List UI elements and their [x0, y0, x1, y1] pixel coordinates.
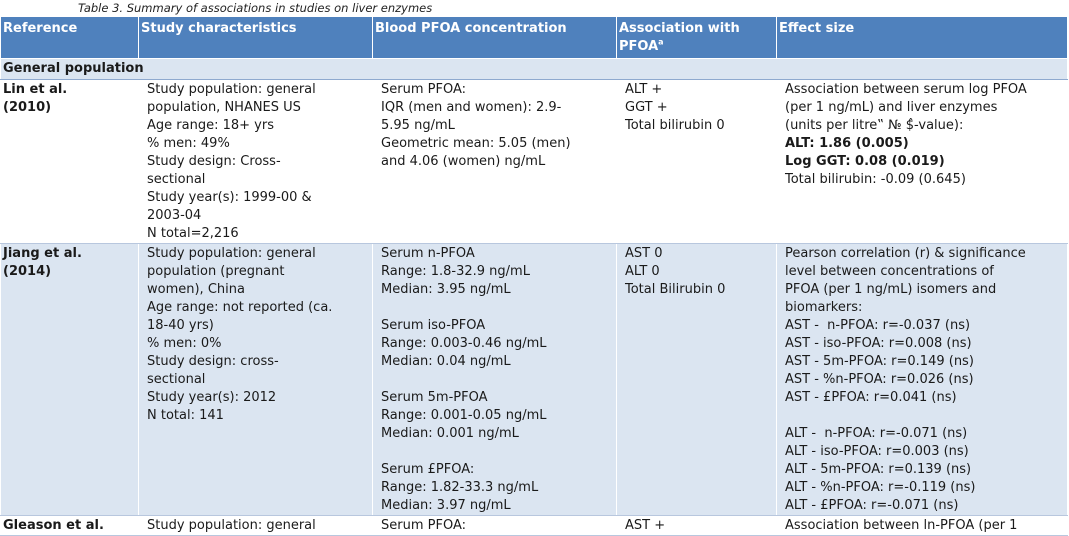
cell-line: Median: 0.04 ng/mL — [381, 354, 511, 369]
blood-concentration-cell — [373, 80, 617, 244]
table-row — [1, 80, 1068, 244]
section-general-population: General population — [1, 59, 1068, 80]
effect-size-cell — [777, 80, 1068, 244]
cell-line: AST - %n-PFOA: r=0.026 (ns) — [785, 372, 974, 387]
cell-line: % men: 49% — [147, 136, 230, 151]
cell-line — [785, 407, 1063, 425]
header-association-with-pfoa — [617, 17, 777, 59]
cell-line: Study year(s): 2012 — [147, 390, 277, 405]
cell-line: sectional — [147, 372, 206, 387]
cell-line: biomarkers: — [785, 300, 863, 315]
cell-line: Study design: cross- — [147, 354, 279, 369]
cell-line: Study year(s): 1999-00 & — [147, 190, 312, 205]
cell-line: (per 1 ng/mL) and liver enzymes — [785, 100, 998, 115]
cell-line: Total bilirubin: -0.09 (0.645) — [785, 172, 966, 187]
cell-line: % men: 0% — [147, 336, 222, 351]
cell-line: 18-40 yrs) — [147, 318, 214, 333]
cell-line: N total: 141 — [147, 408, 224, 423]
cell-line: Study population: general — [147, 518, 316, 533]
cell-line: 2003-04 — [147, 208, 202, 223]
cell-line: AST - £PFOA: r=0.041 (ns) — [785, 390, 957, 405]
cell-line: population (pregnant — [147, 264, 285, 279]
table-header-row — [1, 17, 1068, 59]
cell-line: Study population: general — [147, 246, 316, 261]
cell-line: Age range: not reported (ca. — [147, 300, 333, 315]
cell-line: AST - iso-PFOA: r=0.008 (ns) — [785, 336, 972, 351]
cell-line: Serum £PFOA: — [381, 462, 475, 477]
cell-line: Lin et al. — [3, 82, 68, 97]
cell-line: ALT - %n-PFOA: r=-0.119 (ns) — [785, 480, 976, 495]
cell-line: and 4.06 (women) ng/mL — [381, 154, 546, 169]
cell-line: Range: 1.8-32.9 ng/mL — [381, 264, 530, 279]
cell-line: Association between ln-PFOA (per 1 — [785, 518, 1018, 533]
header-study-characteristics: Study characteristics — [139, 17, 373, 59]
cell-line: 5.95 ng/mL — [381, 118, 455, 133]
cell-line: Gleason et al. — [3, 518, 104, 533]
cell-line: AST - 5m-PFOA: r=0.149 (ns) — [785, 354, 974, 369]
cell-line: sectional — [147, 172, 206, 187]
cell-line: population, NHANES US — [147, 100, 301, 115]
cell-line: Association between serum log PFOA — [785, 82, 1027, 97]
cell-line: (2014) — [3, 264, 52, 279]
association-cell — [617, 244, 777, 516]
cell-line: IQR (men and women): 2.9- — [381, 100, 562, 115]
cell-line: Median: 3.97 ng/mL — [381, 498, 511, 513]
cell-line — [381, 443, 612, 461]
cell-line: Total bilirubin 0 — [625, 118, 725, 133]
header-reference: Reference — [1, 17, 139, 59]
effect-size-cell — [777, 244, 1068, 516]
cell-line: Total Bilirubin 0 — [625, 282, 726, 297]
section-row — [1, 59, 1068, 80]
cell-line: Serum n-PFOA — [381, 246, 475, 261]
cell-line: Range: 0.003-0.46 ng/mL — [381, 336, 547, 351]
cell-line: Geometric mean: 5.05 (men) — [381, 136, 571, 151]
cell-line — [381, 371, 612, 389]
cell-line: PFOA (per 1 ng/mL) isomers and — [785, 282, 997, 297]
cell-line: Serum PFOA: — [381, 518, 466, 533]
header-footnote-marker: a — [658, 37, 664, 47]
cell-line: Age range: 18+ yrs — [147, 118, 274, 133]
cell-line: Log GGT: 0.08 (0.019) — [785, 154, 945, 169]
header-blood-pfoa-concentration: Blood PFOA concentration — [373, 17, 617, 59]
cell-line: Range: 1.82-33.3 ng/mL — [381, 480, 539, 495]
cell-line — [381, 299, 612, 317]
table-row — [1, 244, 1068, 516]
cell-line: (2010) — [3, 100, 52, 115]
header-effect-size: Effect size — [777, 17, 1068, 59]
cell-line: AST + — [625, 518, 666, 533]
cell-line: Median: 3.95 ng/mL — [381, 282, 511, 297]
association-cell — [617, 80, 777, 244]
cell-line: AST 0 — [625, 246, 663, 261]
cell-line: Serum iso-PFOA — [381, 318, 486, 333]
cell-line: ALT + — [625, 82, 663, 97]
header-association-label: Association with PFOA — [619, 21, 740, 54]
cell-line: women), China — [147, 282, 245, 297]
effect-size-cell — [777, 516, 1068, 536]
cell-line: AST - n-PFOA: r=-0.037 (ns) — [785, 318, 971, 333]
study-characteristics-cell — [139, 244, 373, 516]
cell-line: Study population: general — [147, 82, 316, 97]
association-cell — [617, 516, 777, 536]
cell-line: ALT - 5m-PFOA: r=0.139 (ns) — [785, 462, 972, 477]
cell-line: Study design: Cross- — [147, 154, 281, 169]
cell-line: ALT 0 — [625, 264, 660, 279]
cell-line: ALT - n-PFOA: r=-0.071 (ns) — [785, 426, 968, 441]
cell-line: GGT + — [625, 100, 668, 115]
table-caption: Table 3. Summary of associations in studies on liver enzymes — [78, 1, 433, 15]
cell-line: Jiang et al. — [3, 246, 82, 261]
cell-line: N total=2,216 — [147, 226, 239, 241]
study-characteristics-cell — [139, 80, 373, 244]
liver-enzyme-associations-table — [0, 16, 1068, 536]
reference-cell — [1, 516, 139, 536]
cell-line: ALT - iso-PFOA: r=0.003 (ns) — [785, 444, 969, 459]
cell-line: Pearson correlation (r) & significance — [785, 246, 1026, 261]
study-characteristics-cell — [139, 516, 373, 536]
blood-concentration-cell — [373, 516, 617, 536]
reference-cell — [1, 244, 139, 516]
cell-line: (units per litre‟ № $̂-value): — [785, 118, 964, 133]
cell-line: Serum PFOA: — [381, 82, 466, 97]
cell-line: ALT - £PFOA: r=-0.071 (ns) — [785, 498, 959, 513]
cell-line: level between concentrations of — [785, 264, 994, 279]
cell-line: Median: 0.001 ng/mL — [381, 426, 519, 441]
reference-cell — [1, 80, 139, 244]
cell-line: ALT: 1.86 (0.005) — [785, 136, 909, 151]
blood-concentration-cell — [373, 244, 617, 516]
table-row — [1, 516, 1068, 536]
cell-line: Serum 5m-PFOA — [381, 390, 488, 405]
cell-line: Range: 0.001-0.05 ng/mL — [381, 408, 547, 423]
